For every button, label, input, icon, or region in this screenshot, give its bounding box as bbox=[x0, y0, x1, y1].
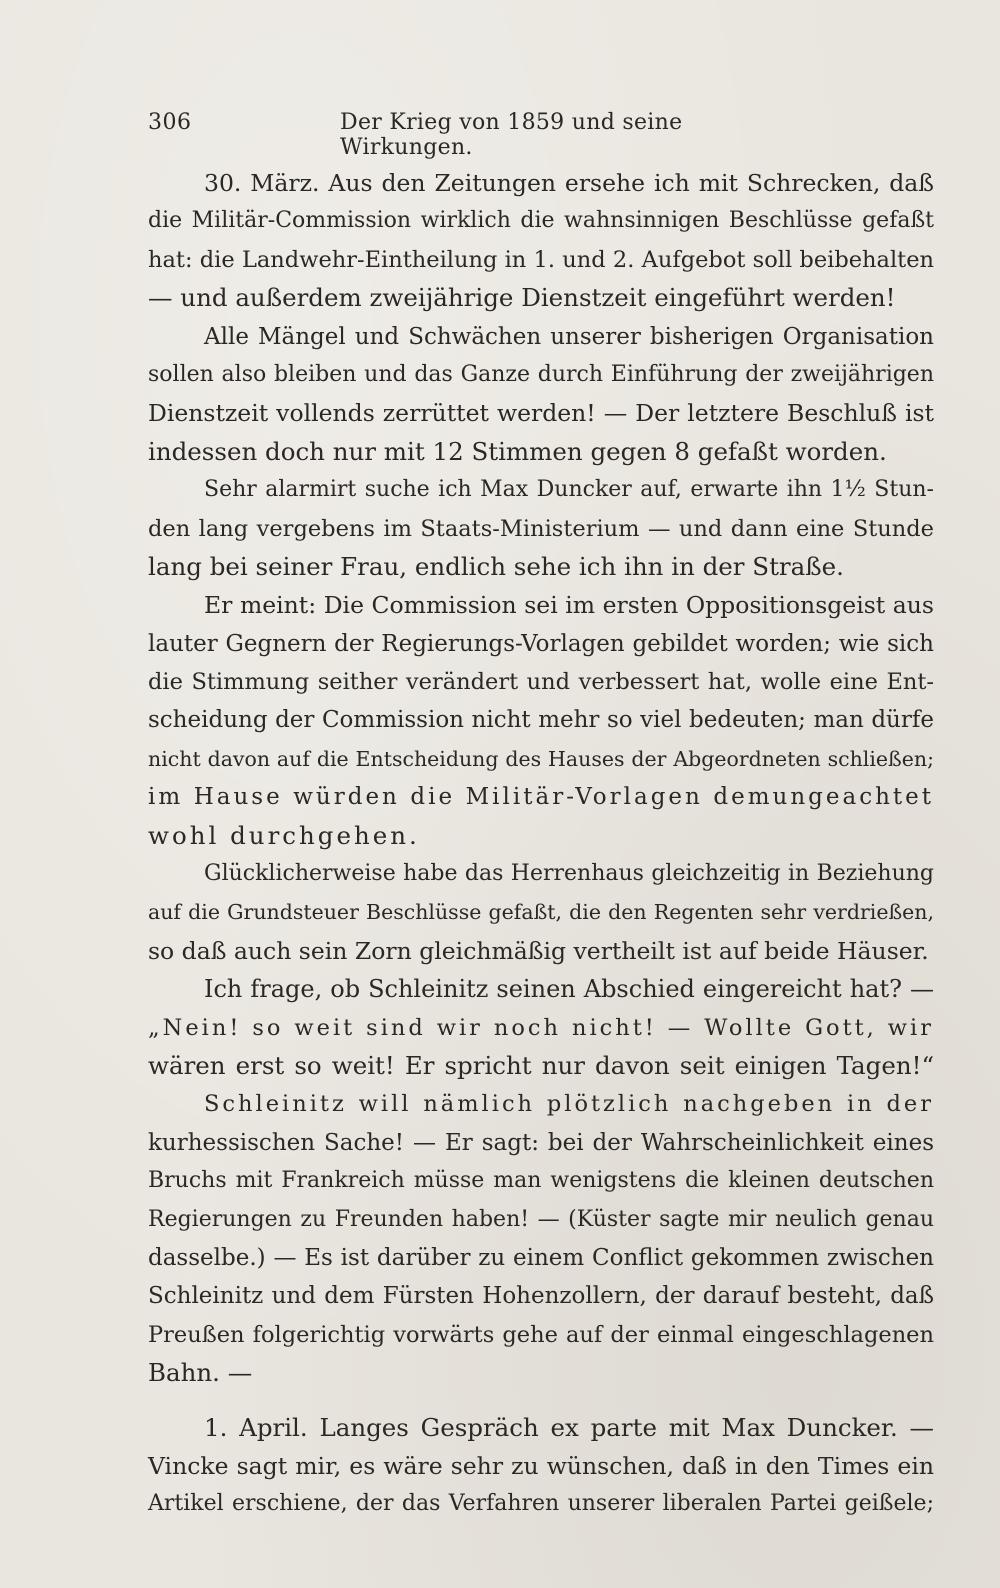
text-line: „Nein! so weit sind wir noch nicht! — Wollte Gott, wir bbox=[148, 1014, 934, 1041]
text-line: sollen also bleiben und das Ganze durch Einführung der zweijährigen bbox=[148, 361, 934, 387]
running-head: Der Krieg von 1859 und seine Wirkungen. bbox=[340, 110, 683, 160]
text-line: Alle Mängel und Schwächen unserer bisherigen Organisation bbox=[204, 323, 934, 350]
text-line: wären erst so weit! Er spricht nur davon seit einigen Tagen!“ bbox=[148, 1050, 934, 1080]
text-line: Er meint: Die Commission sei im ersten Oppositionsgeist aus bbox=[204, 591, 934, 620]
text-line: lang bei seiner Frau, endlich sehe ich ihn in der Straße. bbox=[148, 551, 844, 581]
text-line: indessen doch nur mit 12 Stimmen gegen 8 gefaßt worden. bbox=[148, 436, 887, 466]
text-line: hat: die Landwehr-Eintheilung in 1. und 2. Aufgebot soll beibehalten bbox=[148, 246, 934, 273]
text-line: kurhessischen Sache! — Er sagt: bei der Wahrscheinlichkeit eines bbox=[148, 1129, 934, 1156]
body-text bbox=[148, 164, 934, 1524]
text-line: dasselbe.) — Es ist darüber zu einem Conflict gekommen zwischen bbox=[148, 1244, 934, 1271]
text-line: Preußen folgerichtig vorwärts gehe auf der einmal eingeschlagenen bbox=[148, 1321, 934, 1348]
page-header bbox=[148, 110, 768, 160]
text-line: Bruchs mit Frankreich müsse man wenigstens die kleinen deutschen bbox=[148, 1168, 934, 1194]
text-line: auf die Grundsteuer Beschlüsse gefaßt, die den Regenten sehr verdrießen, bbox=[148, 900, 934, 925]
text-line: 30. März. Aus den Zeitungen ersehe ich mit Schrecken, daß bbox=[204, 169, 934, 197]
text-line: nicht davon auf die Entscheidung des Hauses der Abgeordneten schließen; bbox=[148, 746, 934, 771]
text-line: wohl durchgehen. bbox=[148, 820, 420, 850]
text-line: scheidung der Commission nicht mehr so viel bedeuten; man dürfe bbox=[148, 707, 934, 734]
text-line: — und außerdem zweijährige Dienstzeit eingeführt werden! bbox=[148, 283, 896, 313]
text-line: Artikel erschiene, der das Verfahren unserer liberalen Partei geißele; bbox=[148, 1491, 934, 1517]
text-line: Sehr alarmirt suche ich Max Duncker auf, erwarte ihn 1½ Stun- bbox=[204, 477, 934, 503]
text-line: so daß auch sein Zorn gleichmäßig vertheilt ist auf beide Häuser. bbox=[148, 936, 929, 965]
text-line: im Hause würden die Militär-Vorlagen demungeachtet bbox=[148, 784, 934, 811]
text-line: den lang vergebens im Staats-Ministerium — und dann eine Stunde bbox=[148, 515, 934, 542]
text-line: Schleinitz will nämlich plötzlich nachgeben in der bbox=[204, 1091, 934, 1118]
text-line: lauter Gegnern der Regierungs-Vorlagen gebildet worden; wie sich bbox=[148, 630, 934, 657]
text-line: 1. April. Langes Gespräch ex parte mit Max Duncker. — bbox=[204, 1412, 934, 1442]
text-line: Bahn. — bbox=[148, 1358, 253, 1388]
text-line: Vincke sagt mir, es wäre sehr zu wünschen, daß in den Times ein bbox=[148, 1451, 934, 1480]
text-line: die Stimmung seither verändert und verbessert hat, wolle eine Ent- bbox=[148, 669, 934, 696]
text-line: Schleinitz und dem Fürsten Hohenzollern, der darauf besteht, daß bbox=[148, 1283, 934, 1310]
text-line: die Militär-Commission wirklich die wahnsinnigen Beschlüsse gefaßt bbox=[148, 208, 934, 234]
page-number: 306 bbox=[148, 110, 192, 135]
text-line: Glücklicherweise habe das Herrenhaus gleichzeitig in Beziehung bbox=[204, 861, 934, 887]
text-line: Dienstzeit vollends zerrüttet werden! — Der letztere Beschluß ist bbox=[148, 399, 934, 428]
text-line: Ich frage, ob Schleinitz seinen Abschied eingereicht hat? — bbox=[204, 975, 934, 1004]
text-line: Regierungen zu Freunden haben! — (Küster sagte mir neulich genau bbox=[148, 1206, 934, 1232]
